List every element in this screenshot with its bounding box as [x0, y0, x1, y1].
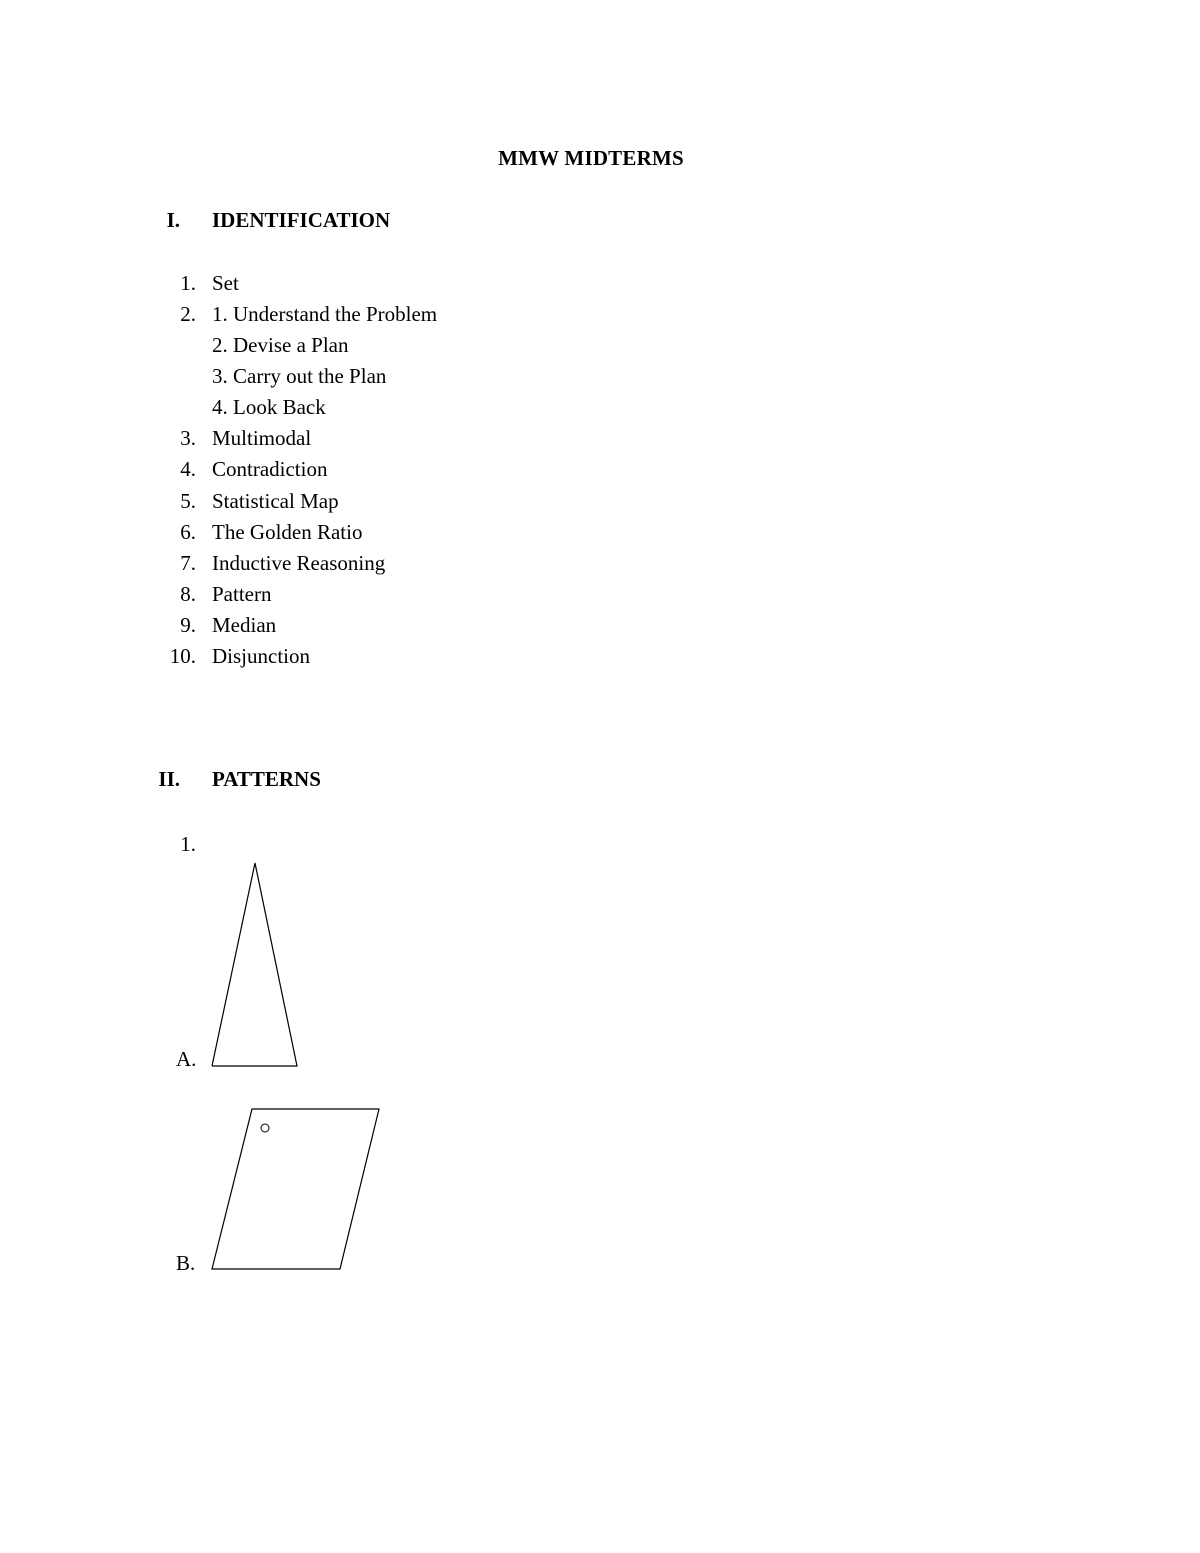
- section-number: I.: [166, 208, 180, 232]
- list-item: [0, 270, 700, 296]
- item-number: 1.: [180, 832, 196, 856]
- document-title: MMW MIDTERMS: [498, 146, 684, 170]
- item-number: 2.: [180, 302, 196, 326]
- item-text: 2. Devise a Plan: [212, 333, 349, 357]
- item-text: Inductive Reasoning: [212, 551, 386, 575]
- item-number: 7.: [180, 551, 196, 575]
- item-text: Median: [212, 613, 277, 637]
- list-item: [0, 332, 700, 358]
- item-number: 1.: [180, 271, 196, 295]
- list-item: [0, 612, 700, 638]
- list-item: [0, 394, 700, 420]
- list-item: [0, 643, 700, 669]
- figure-label-a: A.: [176, 1047, 197, 1071]
- item-text: Set: [212, 271, 239, 295]
- list-item: [0, 456, 700, 482]
- section-title: PATTERNS: [212, 767, 321, 791]
- item-number: 8.: [180, 582, 196, 606]
- item-number: 5.: [180, 489, 196, 513]
- section-title: IDENTIFICATION: [212, 208, 391, 232]
- item-number: 6.: [180, 520, 196, 544]
- list-item: [0, 581, 700, 607]
- list-item: [0, 550, 700, 576]
- parallelogram-outline: [212, 1109, 379, 1269]
- item-text: Multimodal: [212, 426, 312, 450]
- item-text: Contradiction: [212, 457, 328, 481]
- item-text: Statistical Map: [212, 489, 339, 513]
- list-item: [0, 425, 700, 451]
- list-item: [0, 363, 700, 389]
- item-number: 10.: [169, 644, 196, 668]
- item-text: 1. Understand the Problem: [212, 302, 438, 326]
- figure-label-b: B.: [176, 1251, 196, 1275]
- item-text: 3. Carry out the Plan: [212, 364, 387, 388]
- dot-marker: [261, 1124, 269, 1132]
- item-text: The Golden Ratio: [212, 520, 363, 544]
- list-item: [0, 519, 700, 545]
- triangle-outline: [212, 863, 297, 1066]
- triangle-figure: [205, 855, 305, 1075]
- item-number: 3.: [180, 426, 196, 450]
- item-number: 4.: [180, 457, 196, 481]
- list-item: [0, 301, 700, 327]
- item-text: 4. Look Back: [212, 395, 326, 419]
- section-number: II.: [158, 767, 180, 791]
- parallelogram-figure: [205, 1102, 390, 1277]
- item-number: 9.: [180, 613, 196, 637]
- item-text: Pattern: [212, 582, 272, 606]
- list-item: [0, 488, 700, 514]
- item-text: Disjunction: [212, 644, 310, 668]
- question-number: [0, 831, 700, 857]
